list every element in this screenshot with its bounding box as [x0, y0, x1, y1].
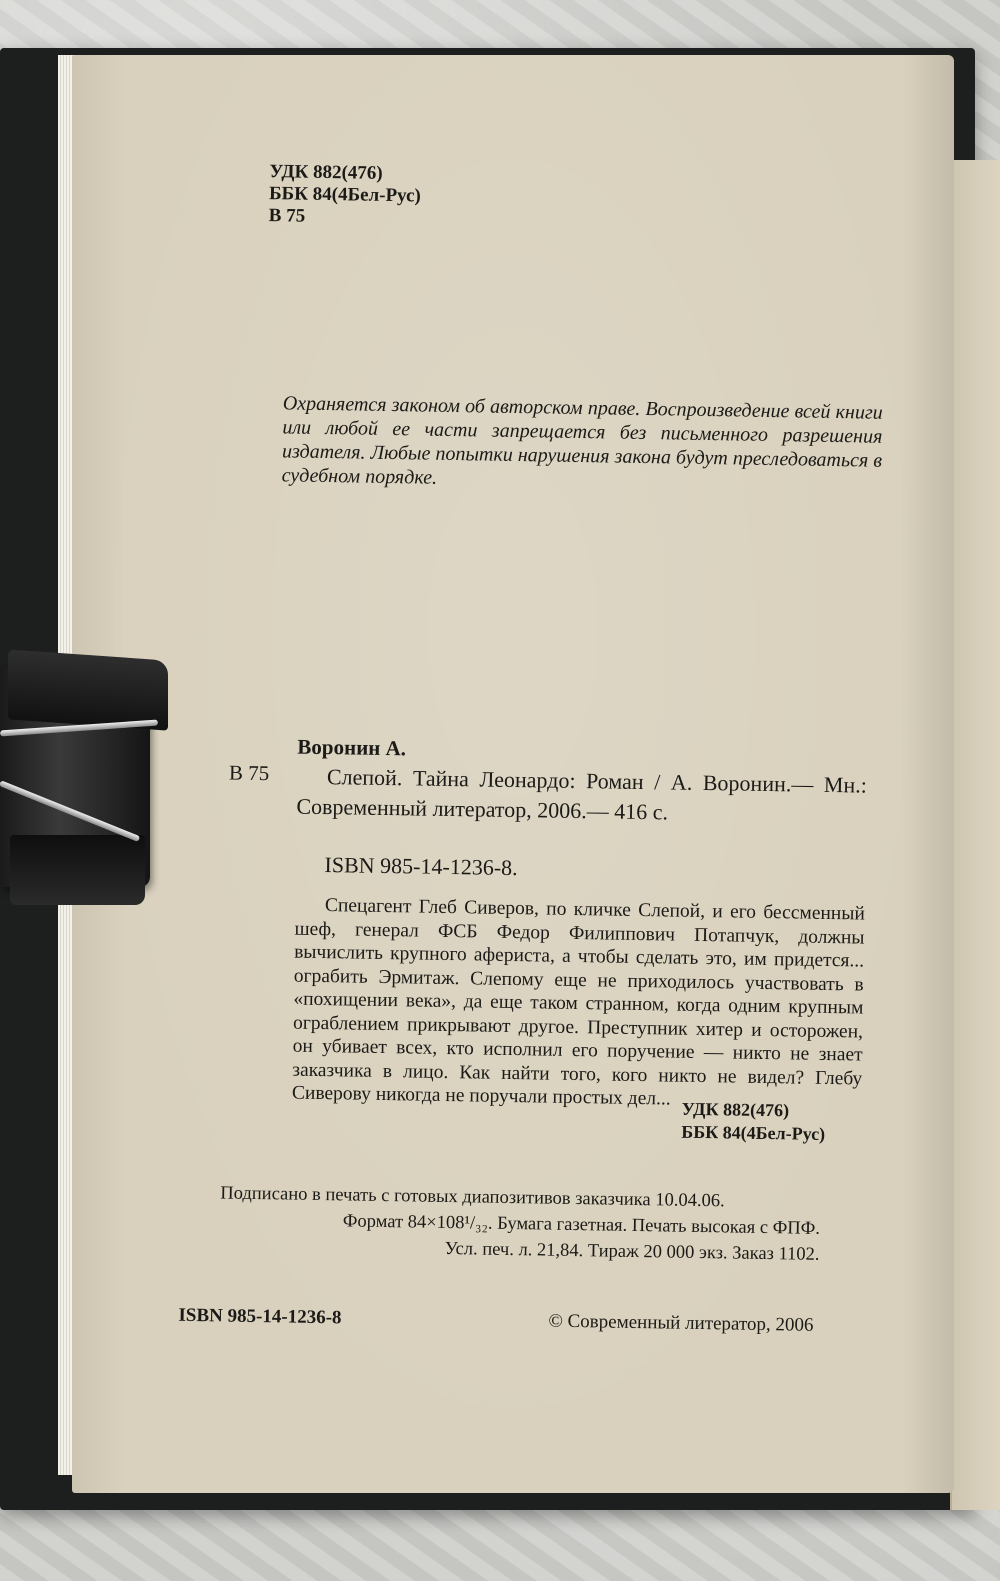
copyright-notice: Охраняется законом об авторском праве. Воспроизведение всей книги или любой ее части запрещается без письменного разрешения издателя. Любые попытки нарушения закона будут преследоваться в судебном порядке.: [281, 392, 883, 489]
biblio-author: Воронин А.: [297, 734, 407, 761]
biblio-code: В 75: [228, 760, 270, 786]
bottom-classification: [681, 1098, 825, 1146]
bbk-code: ББК 84(4Бел-Рус): [268, 183, 421, 207]
footer-isbn: ISBN 985-14-1236-8: [178, 1304, 342, 1329]
binder-clip-top: [8, 649, 168, 730]
top-classification: [269, 161, 422, 229]
biblio-isbn: ISBN 985-14-1236-8.: [324, 852, 518, 881]
annotation: Спецагент Глеб Сиверов, по кличке Слепой, и его бессменный шеф, генерал ФСБ Федор Филиппович Потапчук, должны вычислить крупного афериста, а чтобы сделать это, им придется... ограбить Эрмитаж. Слепому еще не приходилось участвовать в «похищении века», да еще таком странном, когда одним крупным ограблением прикрывают другое. Преступник хитер и осторожен, он убивает всех, кто исполнил его поручение — никто не знает заказчика в лицо. Как найти того, кого никто не видел? Глебу Сиверову никогда не поручали простых дел...: [291, 895, 866, 1110]
binder-clip-bottom: [10, 835, 145, 905]
footer-copyright: © Современный литератор, 2006: [548, 1310, 814, 1336]
binder-clip: [0, 655, 170, 910]
imprint-line-print-run: Усл. печ. л. 21,84. Тираж 20 000 экз. Заказ 1102.: [444, 1238, 820, 1265]
book-page: [72, 55, 954, 1493]
biblio-description: Слепой. Тайна Леонардо: Роман / А. Воронин.— Мн.: Современный литератор, 2006.— 416 с.: [296, 764, 868, 825]
imprint-block: [219, 1180, 880, 1268]
imprint-line-signed: Подписано в печать с готовых диапозитивов заказчика 10.04.06.: [220, 1183, 725, 1212]
udk-code: УДК 882(476): [269, 161, 383, 184]
udk-code-bottom: УДК 882(476): [681, 1098, 790, 1121]
imprint-line-format: Формат 84×108¹/₃₂. Бумага газетная. Печать высокая с ФПФ.: [342, 1211, 821, 1239]
bbk-code-bottom: ББК 84(4Бел-Рус): [681, 1121, 826, 1144]
author-mark: В 75: [268, 205, 306, 227]
